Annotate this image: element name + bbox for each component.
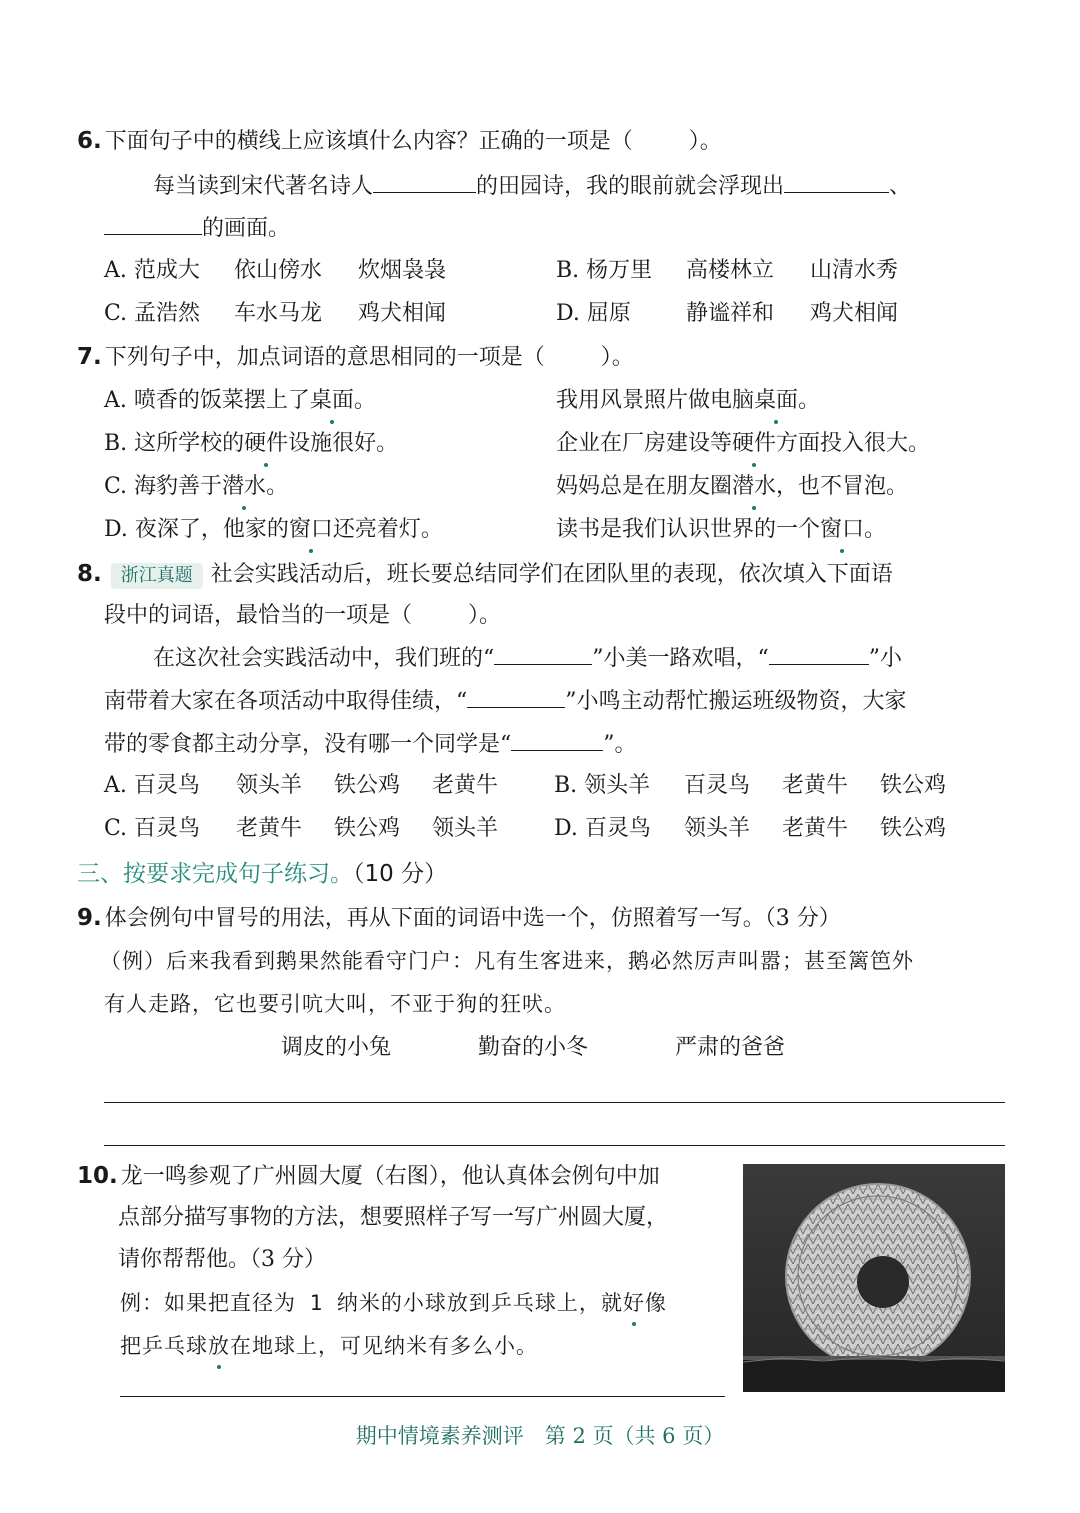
sentence-text: 我用风景照片做电脑	[556, 388, 755, 413]
sentence-text: 读书是我们认识世界的一个	[556, 517, 821, 542]
q10-line2: 点部分描写事物的方法，想要照样子写一写广州圆大厦，	[118, 1205, 669, 1230]
q7-option-b-right	[556, 428, 930, 460]
q9-answer-line-2[interactable]	[104, 1145, 1005, 1146]
dotted-word: 潜水	[222, 471, 266, 503]
q7-stem: 下列句子中，加点词语的意思相同的一项是（	[104, 345, 545, 370]
q6-blank-3[interactable]	[104, 212, 202, 235]
q8-option-a[interactable]: A. 百灵鸟	[104, 773, 200, 798]
q8-stem2: 段中的词语，最恰当的一项是（	[104, 603, 413, 628]
sentence-text: 。	[864, 517, 887, 542]
sentence-text: 。	[353, 388, 376, 413]
q10-text: 龙一鸣参观了广州圆大厦（右图），他认真体会例句中加	[120, 1164, 660, 1189]
sentence-text: ，也不冒泡。	[776, 474, 909, 499]
q7-stem-line	[77, 341, 634, 374]
dotted-word: 潜水	[732, 471, 776, 503]
q8-option-b-word2: 老黄牛	[782, 773, 849, 798]
passage-text: 在这次社会实践活动中，我们班的“	[153, 646, 495, 671]
sentence-text: D. 夜深了，他家的	[104, 517, 289, 542]
sentence-text: B. 这所学校的	[104, 431, 245, 456]
section-points: （10 分）	[353, 861, 448, 887]
q8-passage-line2	[104, 685, 907, 718]
q6-option-b-word1: 高楼林立	[686, 258, 775, 283]
q10-line1	[77, 1160, 660, 1193]
q8-blank-1[interactable]	[494, 642, 592, 665]
q8-passage-line1	[153, 642, 902, 675]
q9-stem-line	[77, 902, 841, 935]
q8-option-d-word1: 领头羊	[684, 816, 751, 841]
dotted-word: 窗口	[289, 514, 333, 546]
q6-sentence-part: 的田园诗，我的眼前就会浮现出	[476, 174, 785, 199]
q8-stem-line1	[77, 558, 893, 591]
q8-option-b-word1: 百灵鸟	[684, 773, 751, 798]
dotted-phrase: 把乒乓球放在地球上	[120, 1330, 318, 1362]
q6-sentence-part: 、	[889, 174, 912, 199]
dotted-word: 桌面	[754, 385, 798, 417]
q6-blank-1[interactable]	[373, 170, 476, 193]
q9-example-line1: （例）后来我看到鹅果然能看守门户：凡有生客进来，鹅必然厉声叫嚣；甚至篱笆外	[100, 949, 914, 973]
q8-option-a-word3: 老黄牛	[432, 773, 499, 798]
q10-answer-line[interactable]	[120, 1396, 725, 1397]
q8-stem-line2	[104, 600, 501, 632]
q6-sentence-line2	[104, 212, 290, 245]
section-heading	[77, 858, 447, 890]
q8-blank-2[interactable]	[769, 642, 869, 665]
sentence-text: 。	[798, 388, 821, 413]
passage-text: ”。	[603, 732, 637, 757]
q7-option-b-left[interactable]	[104, 428, 398, 460]
q6-option-b-word2: 山清水秀	[810, 258, 899, 283]
q6-option-c-word1: 车水马龙	[234, 301, 323, 326]
q6-option-a[interactable]	[104, 255, 200, 287]
sentence-text: 方面投入很大。	[776, 431, 931, 456]
q7-number: 7.	[77, 344, 102, 370]
q6-option-d-word2: 鸡犬相闻	[810, 301, 899, 326]
page-footer: 期中情境素养测评 第 2 页（共 6 页）	[355, 1424, 725, 1448]
sentence-text: 还亮着灯。	[332, 517, 443, 542]
q8-number: 8.	[77, 561, 102, 587]
passage-text: ”小鸣主动帮忙搬运班级物资，大家	[565, 689, 907, 714]
q6-option-b[interactable]: B. 杨万里	[556, 258, 653, 283]
q9-choice-3: 严肃的爸爸	[675, 1035, 786, 1060]
q6-stem-end: ）。	[688, 129, 722, 154]
q10-example-line2	[120, 1330, 538, 1362]
sentence-text: 。	[266, 474, 289, 499]
source-badge: 浙江真题	[111, 563, 203, 589]
passage-text: ”小美一路欢唱，“	[592, 646, 769, 671]
sentence-text: 设施很好。	[288, 431, 399, 456]
example-text: 例：如果把直径为 1 纳米的小球放到乒乓球上，	[120, 1291, 601, 1315]
q6-number: 6.	[77, 128, 102, 154]
q8-option-b-word3: 铁公鸡	[880, 773, 947, 798]
q8-option-a-word2: 铁公鸡	[334, 773, 401, 798]
sentence-text: A. 喷香的饭菜摆上了	[104, 388, 310, 413]
sentence-text: 企业在厂房建设等	[556, 431, 733, 456]
q8-option-c[interactable]: C. 百灵鸟	[104, 816, 201, 841]
q8-blank-4[interactable]	[511, 728, 603, 751]
q8-stem1: 社会实践活动后，班长要总结同学们在团队里的表现，依次填入下面语	[210, 562, 893, 587]
passage-text: 南带着大家在各项活动中取得佳绩，“	[104, 689, 468, 714]
q9-example-line2: 有人走路，它也要引吭大叫，不亚于狗的狂吠。	[104, 992, 566, 1016]
passage-text: ”小	[868, 646, 902, 671]
q8-option-a-word1: 领头羊	[236, 773, 303, 798]
dotted-phrase: 就好像	[601, 1287, 667, 1319]
q8-option-b[interactable]: B. 领头羊	[554, 773, 651, 798]
q6-blank-2[interactable]	[784, 170, 889, 193]
q9-choice-2: 勤奋的小冬	[478, 1035, 589, 1060]
guangzhou-circle-image	[743, 1164, 1005, 1392]
dotted-word: 桌面	[310, 385, 354, 417]
passage-text: 带的零食都主动分享，没有哪一个同学是“	[104, 732, 512, 757]
q10-example-line1	[120, 1287, 667, 1319]
q9-number: 9.	[77, 905, 102, 931]
sentence-text: C. 海豹善于	[104, 474, 223, 499]
q10-line3: 请你帮帮他。（3 分）	[118, 1247, 326, 1272]
q8-option-c-word1: 老黄牛	[236, 816, 303, 841]
q8-passage-line3	[104, 728, 637, 761]
dotted-word: 窗口	[820, 514, 864, 546]
option-label: A. 范成大	[104, 258, 200, 283]
dotted-word: 硬件	[244, 428, 288, 460]
q8-option-c-word3: 领头羊	[432, 816, 499, 841]
q8-stem-end: ）。	[468, 603, 502, 628]
q7-option-d-right	[556, 514, 886, 546]
sentence-text: 妈妈总是在朋友圈	[556, 474, 733, 499]
q7-option-a-left[interactable]	[104, 385, 376, 417]
building-photo	[743, 1164, 1005, 1392]
q6-stem: 下面句子中的横线上应该填什么内容？正确的一项是（	[104, 129, 633, 154]
q8-option-c-word2: 铁公鸡	[334, 816, 401, 841]
q7-stem-end: ）。	[600, 345, 634, 370]
q6-sentence-line1	[153, 170, 911, 203]
q7-option-c-left[interactable]	[104, 471, 288, 503]
q6-option-c-word2: 鸡犬相闻	[358, 301, 447, 326]
q6-option-d[interactable]: D. 屈原	[556, 301, 631, 326]
q9-answer-line-1[interactable]	[104, 1102, 1005, 1103]
section-title: 三、按要求完成句子练习。	[77, 861, 353, 887]
q8-blank-3[interactable]	[467, 685, 565, 708]
q6-option-d-word1: 静谧祥和	[686, 301, 775, 326]
q9-stem: 体会例句中冒号的用法，再从下面的词语中选一个，仿照着写一写。（3 分）	[104, 906, 841, 931]
q7-option-a-right	[556, 385, 820, 417]
q6-option-a-word2: 炊烟袅袅	[358, 258, 447, 283]
q10-number: 10.	[77, 1163, 118, 1189]
q8-option-d[interactable]: D. 百灵鸟	[554, 816, 651, 841]
q6-sentence-part: 的画面。	[202, 216, 291, 241]
q6-sentence-part: 每当读到宋代著名诗人	[153, 174, 374, 199]
q6-stem-line	[77, 125, 722, 158]
q8-option-d-word2: 老黄牛	[782, 816, 849, 841]
example-text: ，可见纳米有多么小。	[318, 1334, 538, 1358]
q6-option-c[interactable]: C. 孟浩然	[104, 301, 201, 326]
q8-option-d-word3: 铁公鸡	[880, 816, 947, 841]
dotted-word: 硬件	[732, 428, 776, 460]
q7-option-c-right	[556, 471, 908, 503]
q6-option-a-word1: 依山傍水	[234, 258, 323, 283]
q9-choice-1: 调皮的小兔	[281, 1035, 392, 1060]
q7-option-d-left[interactable]	[104, 514, 443, 546]
